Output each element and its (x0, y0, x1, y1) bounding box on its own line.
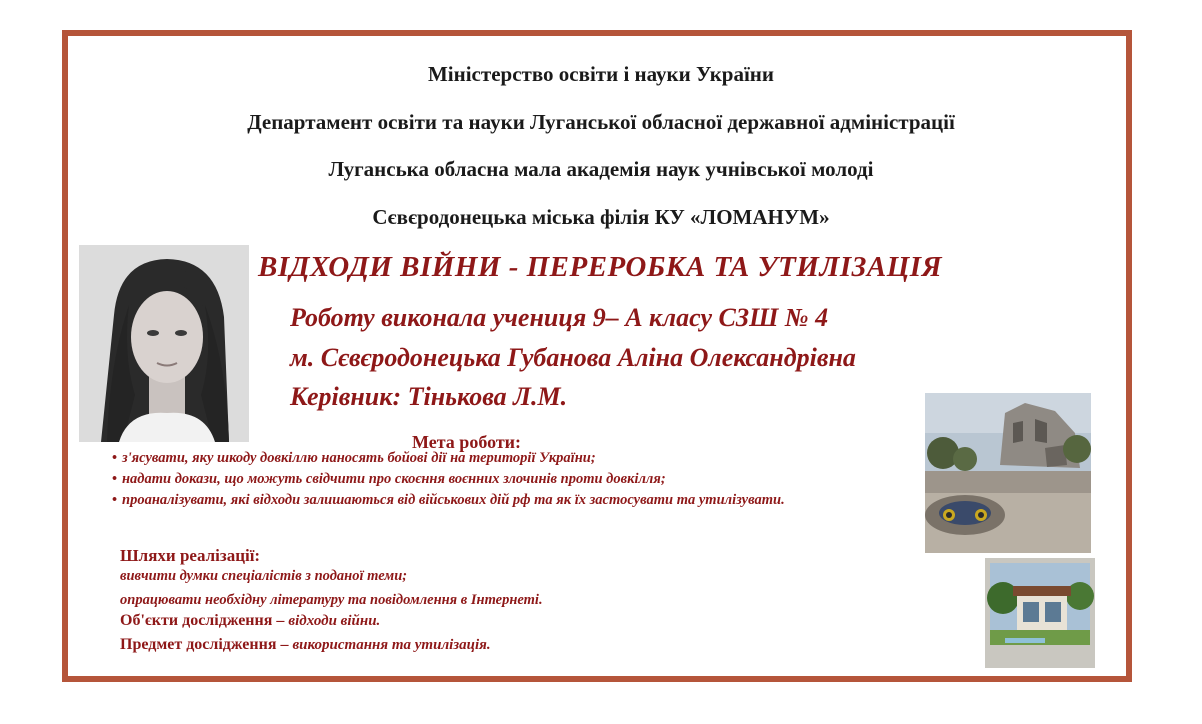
research-object-label: Об'єкти дослідження – (120, 612, 289, 629)
ruins-photo (925, 393, 1091, 553)
ministry-title: Міністерство освіти і науки України (427, 62, 775, 86)
goal-item: • проаналізувати, які відходи залишаються від військових дій рф та як їх застосувати та утилізувати. (112, 492, 932, 509)
research-object (120, 612, 380, 630)
research-subject-label: Предмет дослідження – (120, 636, 293, 653)
house-photo (985, 558, 1095, 668)
author-line-2: м. Сєвєродонецька Губанова Аліна Олександрівна (290, 343, 856, 372)
research-subject (120, 636, 491, 654)
ways-line-2: опрацювати необхідну літературу та повідомлення в Інтернеті. (120, 592, 543, 608)
research-object-value: відходи війни. (288, 613, 381, 629)
department-title: Департамент освіти та науки Луганської обласної державної адміністрації (247, 110, 955, 134)
supervisor-line: Керівник: Тінькова Л.М. (290, 382, 568, 411)
goal-list (112, 450, 932, 513)
goal-heading: Мета роботи: (412, 432, 522, 452)
ways-line-1: вивчити думки спеціалістів з поданої теми; (120, 568, 408, 584)
goal-item: • з'ясувати, яку шкоду довкіллю наносять бойові дії на території України; (112, 450, 932, 467)
author-line-1: Роботу виконала учениця 9– А класу СЗШ № 4 (290, 303, 829, 332)
poster-title: ВІДХОДИ ВІЙНИ - ПЕРЕРОБКА ТА УТИЛІЗАЦІЯ (258, 251, 943, 283)
author-photo (79, 245, 249, 442)
academy-title: Луганська обласна мала академія наук учнівської молоді (328, 157, 874, 181)
goal-item: • надати докази, що можуть свідчити про скоєння воєнних злочинів проти довкілля; (112, 471, 932, 488)
branch-title: Сєвєродонецька міська філія КУ «ЛОМАНУМ» (372, 205, 830, 229)
ways-heading: Шляхи реалізації: (120, 546, 261, 565)
research-subject-value: використання та утилізація. (292, 637, 491, 653)
